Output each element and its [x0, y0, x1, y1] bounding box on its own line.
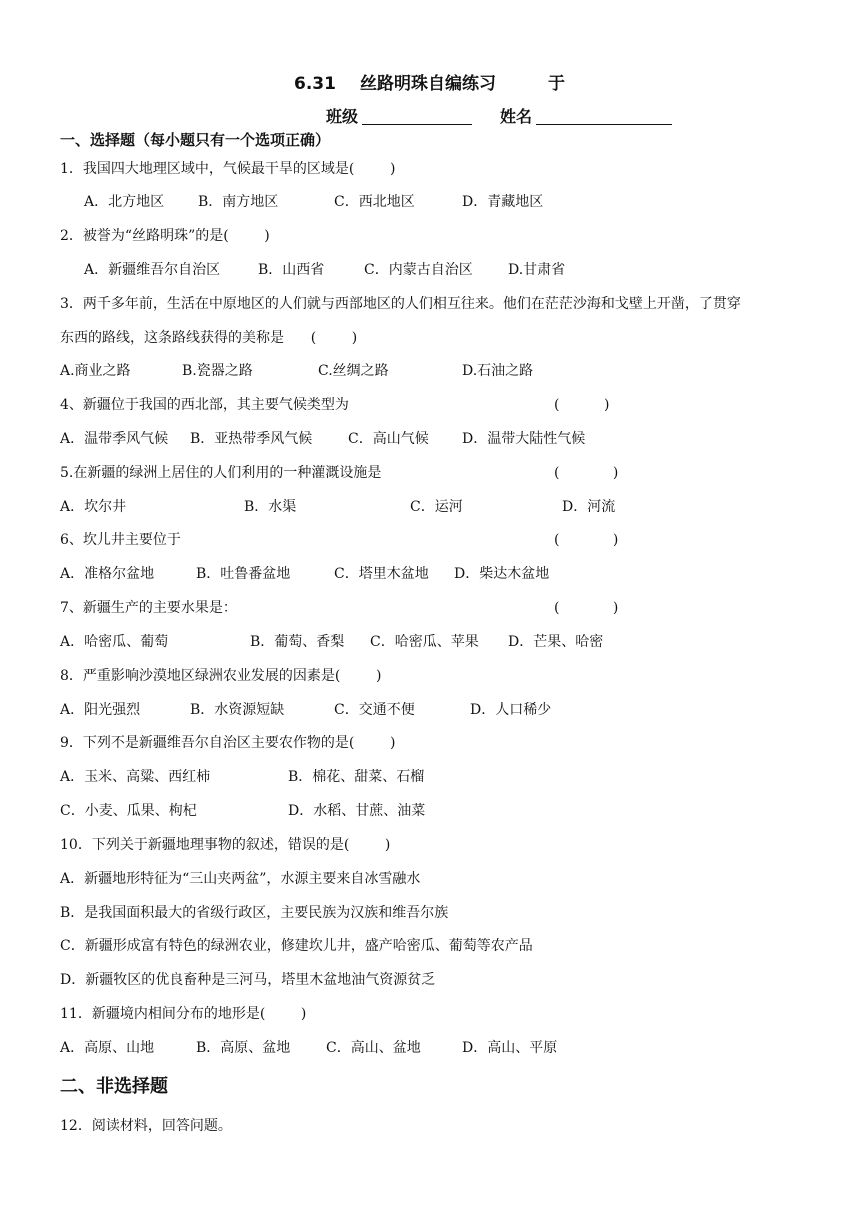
question-3-cont: 东西的路线，这条路线获得的美称是 ( )	[60, 330, 358, 346]
doc-code: 6.31	[294, 74, 336, 94]
q6-option-c: C．塔里木盆地	[334, 566, 429, 582]
question-5-answer-paren: ( )	[554, 465, 619, 481]
q1-option-a: A．北方地区	[84, 194, 165, 210]
q5-option-a: A．坎尔井	[60, 499, 127, 515]
q11-option-c: C．高山、盆地	[326, 1040, 421, 1056]
q9-option-c: C．小麦、瓜果、枸杞	[60, 803, 197, 819]
q7-option-d: D．芒果、哈密	[508, 634, 604, 650]
question-11: 11．新疆境内相间分布的地形是( )	[60, 1006, 307, 1022]
q6-option-d: D．柴达木盆地	[454, 566, 550, 582]
q1-option-d: D．青藏地区	[462, 194, 544, 210]
q3-option-b: B.瓷器之路	[182, 363, 253, 379]
q1-option-b: B．南方地区	[198, 194, 279, 210]
question-7: 7、新疆生产的主要水果是：	[60, 600, 237, 616]
q10-option-c: C．新疆形成富有特色的绿洲农业，修建坎儿井，盛产哈密瓜、葡萄等农产品	[60, 938, 533, 954]
q3-option-a: A.商业之路	[60, 363, 131, 379]
q9-option-b: B．棉花、甜菜、石榴	[288, 769, 425, 785]
q3-option-d: D.石油之路	[462, 363, 534, 379]
q10-option-a: A．新疆地形特征为“三山夹两盆”，水源主要来自冰雪融水	[60, 871, 421, 887]
q7-option-b: B．葡萄、香梨	[250, 634, 345, 650]
question-7-answer-paren: ( )	[554, 600, 619, 616]
question-1: 1．我国四大地理区域中，气候最干旱的区域是( )	[60, 161, 396, 177]
doc-title: 丝路明珠自编练习	[360, 74, 496, 94]
q7-option-a: A．哈密瓜、葡萄	[60, 634, 169, 650]
q10-option-d: D．新疆牧区的优良畜种是三河马，塔里木盆地油气资源贫乏	[60, 972, 436, 988]
question-4: 4、新疆位于我国的西北部，其主要气候类型为	[60, 397, 349, 413]
question-10: 10．下列关于新疆地理事物的叙述，错误的是( )	[60, 837, 391, 853]
question-2: 2．被誉为“丝路明珠”的是( )	[60, 228, 270, 244]
class-field[interactable]	[362, 124, 472, 125]
q8-option-a: A．阳光强烈	[60, 702, 141, 718]
section1-heading: 一、选择题（每小题只有一个选项正确）	[60, 131, 331, 149]
class-label: 班级	[326, 107, 359, 126]
question-9: 9．下列不是新疆维吾尔自治区主要农作物的是( )	[60, 735, 396, 751]
q4-option-d: D．温带大陆性气候	[462, 431, 586, 447]
question-8: 8．严重影响沙漠地区绿洲农业发展的因素是( )	[60, 668, 382, 684]
question-4-answer-paren: ( )	[554, 397, 610, 413]
q4-option-b: B．亚热带季风气候	[190, 431, 313, 447]
q5-option-d: D．河流	[562, 499, 616, 515]
q1-option-c: C．西北地区	[334, 194, 415, 210]
q10-option-b: B．是我国面积最大的省级行政区，主要民族为汉族和维吾尔族	[60, 905, 449, 921]
q6-option-a: A．准格尔盆地	[60, 566, 155, 582]
q4-option-a: A．温带季风气候	[60, 431, 169, 447]
q2-option-d: D.甘肃省	[508, 262, 566, 278]
q11-option-b: B．高原、盆地	[196, 1040, 291, 1056]
question-6: 6、坎儿井主要位于	[60, 532, 181, 548]
q4-option-c: C．高山气候	[348, 431, 429, 447]
doc-author: 于	[548, 74, 565, 94]
q8-option-b: B．水资源短缺	[190, 702, 285, 718]
q6-option-b: B．吐鲁番盆地	[196, 566, 291, 582]
q2-option-a: A．新疆维吾尔自治区	[84, 262, 221, 278]
q3-option-c: C.丝绸之路	[318, 363, 389, 379]
q9-option-d: D．水稻、甘蔗、油菜	[288, 803, 426, 819]
question-6-answer-paren: ( )	[554, 532, 619, 548]
q2-option-b: B．山西省	[258, 262, 325, 278]
q7-option-c: C．哈密瓜、苹果	[370, 634, 479, 650]
q11-option-d: D．高山、平原	[462, 1040, 558, 1056]
q9-option-a: A．玉米、高粱、西红柿	[60, 769, 211, 785]
name-field[interactable]	[536, 124, 672, 125]
q8-option-c: C．交通不便	[334, 702, 415, 718]
section2-heading: 二、非选择题	[60, 1076, 168, 1097]
q5-option-c: C．运河	[410, 499, 463, 515]
question-3: 3．两千多年前，生活在中原地区的人们就与西部地区的人们相互往来。他们在茫茫沙海和戈壁上开凿，了贯穿	[60, 296, 741, 312]
name-label: 姓名	[500, 107, 533, 126]
q2-option-c: C．内蒙古自治区	[364, 262, 473, 278]
question-12: 12．阅读材料，回答问题。	[60, 1118, 232, 1134]
q8-option-d: D．人口稀少	[470, 702, 552, 718]
question-5: 5.在新疆的绿洲上居住的人们利用的一种灌溉设施是	[60, 465, 382, 481]
q11-option-a: A．高原、山地	[60, 1040, 155, 1056]
q5-option-b: B．水渠	[244, 499, 297, 515]
